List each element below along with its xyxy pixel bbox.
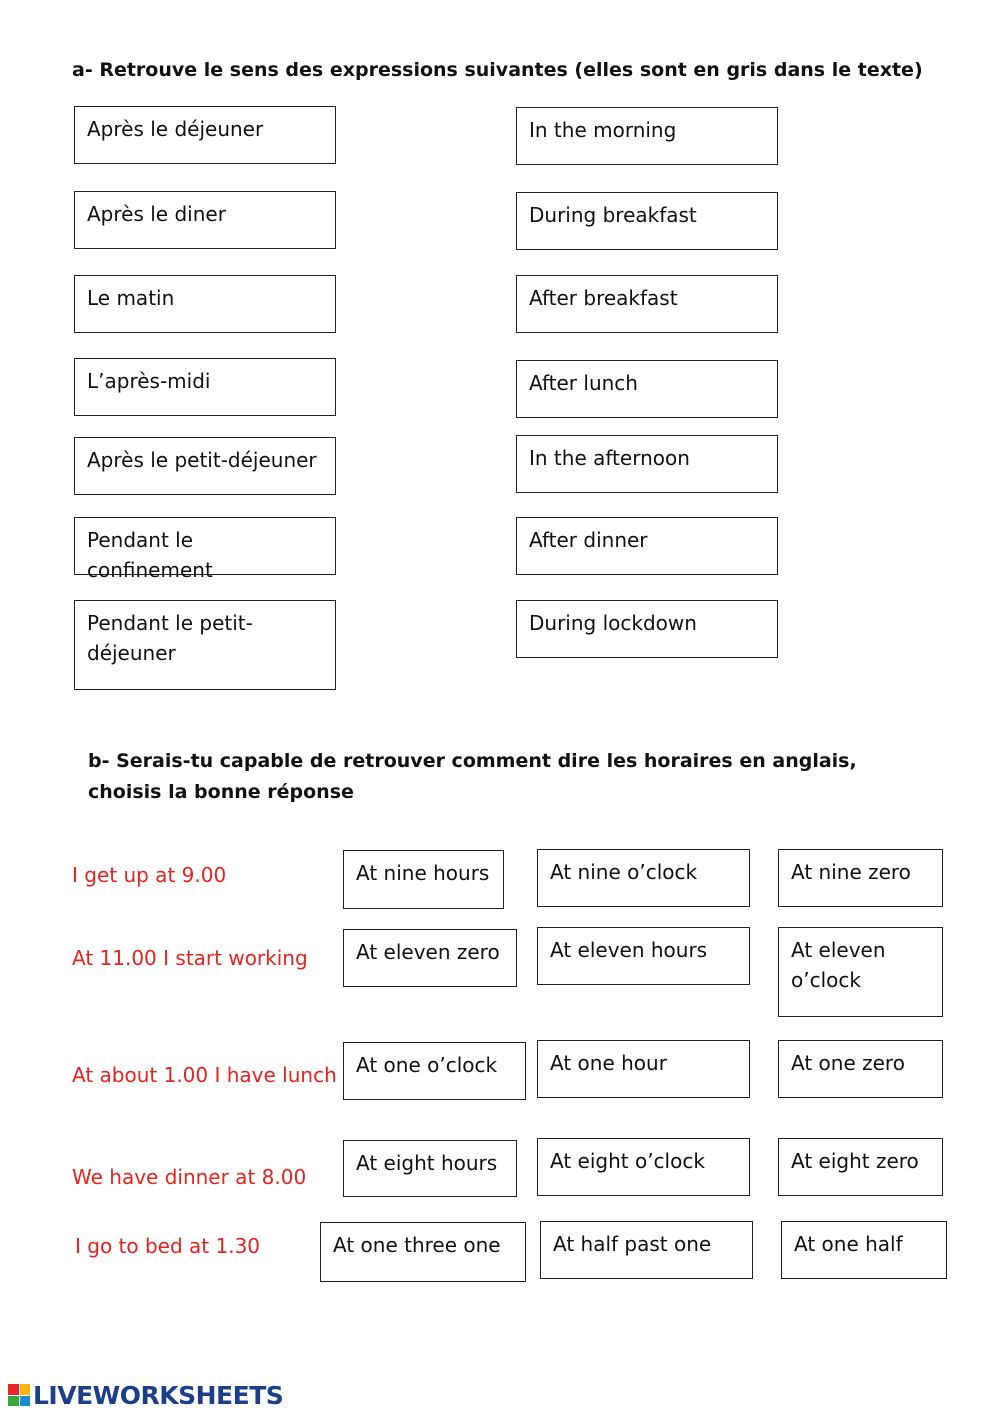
question-prompt: I go to bed at 1.30 (75, 1234, 261, 1258)
logo-mark-icon (8, 1384, 30, 1406)
answer-option[interactable]: At nine zero (778, 849, 943, 907)
answer-option[interactable]: At half past one (540, 1221, 753, 1279)
answer-option[interactable]: At eleven o’clock (778, 927, 943, 1017)
answer-option[interactable]: At nine o’clock (537, 849, 750, 907)
french-expression-box[interactable]: Pendant le petit-déjeuner (74, 600, 336, 690)
english-expression-box[interactable]: After breakfast (516, 275, 778, 333)
question-prompt: At 11.00 I start working (72, 946, 308, 970)
french-expression-box[interactable]: Le matin (74, 275, 336, 333)
answer-option[interactable]: At eleven hours (537, 927, 750, 985)
answer-option[interactable]: At nine hours (343, 850, 504, 909)
french-expression-box[interactable]: Après le diner (74, 191, 336, 249)
english-expression-box[interactable]: In the morning (516, 107, 778, 165)
answer-option[interactable]: At one hour (537, 1040, 750, 1098)
liveworksheets-logo (8, 1380, 283, 1410)
answer-option[interactable]: At eight zero (778, 1138, 943, 1196)
logo-text: LIVEWORKSHEETS (33, 1380, 284, 1410)
answer-option[interactable]: At eight hours (343, 1140, 517, 1197)
english-expression-box[interactable]: In the afternoon (516, 435, 778, 493)
answer-option[interactable]: At one zero (778, 1040, 943, 1098)
logo-square-yellow (20, 1384, 31, 1395)
answer-option[interactable]: At eight o’clock (537, 1138, 750, 1196)
section-b-heading: b- Serais-tu capable de retrouver comment dire les horaires en anglais, choisis la bonne réponse (88, 750, 857, 803)
english-expression-box[interactable]: During lockdown (516, 600, 778, 658)
question-prompt: At about 1.00 I have lunch (72, 1063, 337, 1087)
answer-option[interactable]: At one half (781, 1221, 947, 1279)
question-prompt: I get up at 9.00 (72, 863, 227, 887)
section-a-heading: a- Retrouve le sens des expressions suivantes (elles sont en gris dans le texte) (72, 59, 923, 81)
logo-square-red (8, 1384, 19, 1395)
french-expression-box[interactable]: Après le déjeuner (74, 106, 336, 164)
answer-option[interactable]: At one o’clock (343, 1042, 526, 1100)
french-expression-box[interactable]: Après le petit-déjeuner (74, 437, 336, 495)
logo-square-green (8, 1396, 19, 1407)
english-expression-box[interactable]: During breakfast (516, 192, 778, 250)
french-expression-box[interactable]: Pendant le confinement (74, 517, 336, 575)
logo-square-blue (20, 1396, 31, 1407)
answer-option[interactable]: At one three one (320, 1222, 526, 1282)
question-prompt: We have dinner at 8.00 (72, 1165, 307, 1189)
english-expression-box[interactable]: After dinner (516, 517, 778, 575)
answer-option[interactable]: At eleven zero (343, 929, 517, 987)
english-expression-box[interactable]: After lunch (516, 360, 778, 418)
french-expression-box[interactable]: L’après-midi (74, 358, 336, 416)
